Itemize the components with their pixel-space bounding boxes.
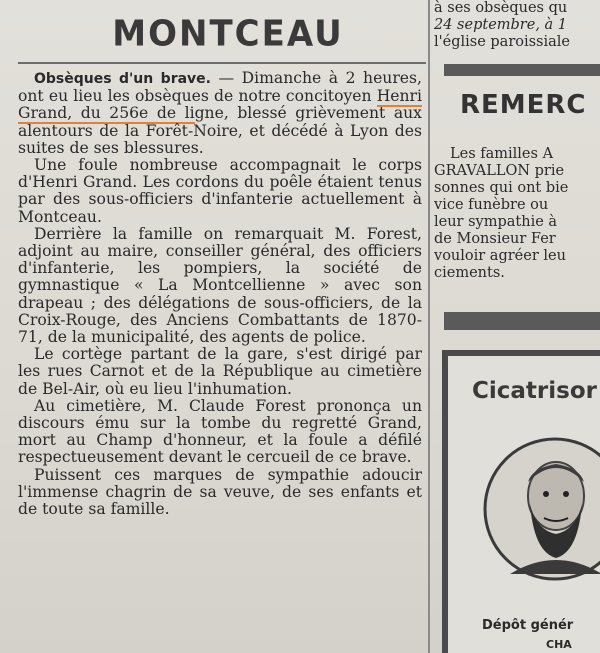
prev-line: à ses obsèques qu (434, 0, 568, 16)
paragraph-4: Le cortège partant de la gare, s'est dirigé par les rues Carnot et de la République au cimetière de Bel-Air, où eu lieu l'inhumation. (18, 345, 422, 398)
divider-band (444, 312, 600, 330)
column-divider (428, 0, 430, 653)
paragraph-5: Au cimetière, M. Claude Forest prononça un discours ému sur la tombe du regretté Grand, mort au Champ d'honneur, et la foule a défilé respectueusement devant le cercueil de ce brave. (18, 396, 422, 467)
prev-line: l'église paroissiale (434, 34, 571, 50)
remerciements-heading: REMERC (460, 90, 587, 120)
right-column (434, 0, 600, 653)
remerc-line: sonnes qui ont bie (434, 180, 569, 196)
prev-line: 24 septembre, à 1 (434, 17, 568, 33)
ad-footer-secondary: CHA (546, 638, 572, 651)
remerc-line: ciements. (434, 265, 505, 281)
paragraph-2: Une foule nombreuse accompagnait le corps d'Henri Grand. Les cordons du poêle étaient tenus par des sous-officiers d'infanterie actuellement à Montceau. (18, 156, 422, 226)
headline-rule (18, 62, 426, 64)
remerc-line: de Monsieur Fer (434, 231, 556, 247)
remerciements-text (434, 146, 600, 282)
highlighted-name: Henri Grand, du 256e de li (18, 87, 422, 123)
divider-band (444, 64, 600, 76)
remerc-line: GRAVALLON prie (434, 163, 565, 179)
previous-notice (434, 0, 600, 51)
ad-title: Cicatrisor (472, 378, 597, 404)
montceau-column (18, 0, 426, 653)
paragraph-1 (18, 70, 422, 157)
remerc-line: leur sympathie à (434, 214, 558, 230)
portrait-illustration (480, 434, 600, 584)
paragraph-6: Puissent ces marques de sympathie adoucir l'immense chagrin de sa veuve, de ses enfants et de toute sa famille. (18, 465, 422, 519)
remerc-line: Les familles A (450, 146, 554, 162)
remerc-line: vice funèbre ou (434, 197, 549, 213)
remerc-line: vouloir agréer leu (434, 248, 566, 264)
article-body (18, 70, 422, 518)
ad-footer: Dépôt génér (482, 618, 574, 633)
p1-rest: gne, blessé grièvement aux alentours de la Forêt-Noire, et décédé à Lyon des suites de ses blessures. (18, 104, 422, 157)
paragraph-3: Derrière la famille on remarquait M. Forest, adjoint au maire, conseiller général, des officiers d'infanterie, les pompiers, la société de gymnastique « La Montcellienne » avec son drapeau ; des délégations de sous-officiers, de la Croix-Rouge, des Anciens Combattants de 1870-71, de la municipalité, des agents de police. (18, 224, 422, 347)
lead-rest: — Dimanche à 2 heures, ont eu lieu les obsèques de notre concitoyen (18, 69, 422, 106)
article-lead: Obsèques d'un brave. (34, 71, 211, 87)
section-headline: MONTCEAU (112, 13, 344, 55)
